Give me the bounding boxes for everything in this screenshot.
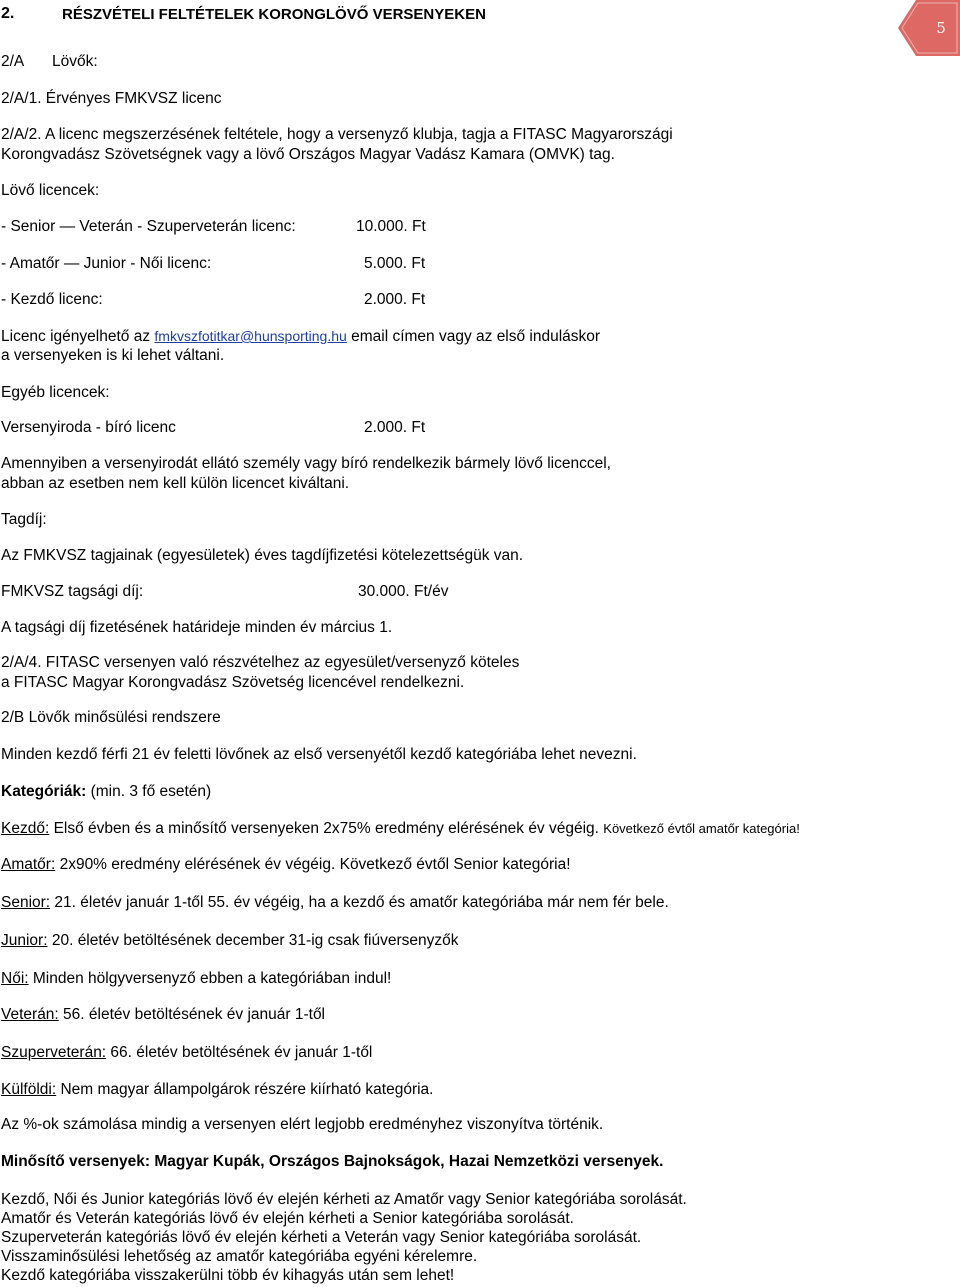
subsection-a — [1, 52, 98, 72]
categories-heading — [1, 782, 211, 802]
licence-row-price: 10.000. Ft — [356, 218, 426, 235]
category-term: Veterán: — [1, 1006, 59, 1023]
category-row — [1, 969, 391, 989]
subsection-b-title: 2/B Lövők minősülési rendszere — [1, 709, 221, 726]
fee-label: FMKVSZ tagsági díj: — [1, 583, 144, 600]
category-term: Amatőr: — [1, 856, 56, 873]
category-text: 21. életév január 1-től 55. év végéig, ha a kezdő és amatőr kategóriába már nem fér bele. — [50, 894, 669, 911]
office-licence-price: 2.000. Ft — [364, 419, 426, 436]
fee-deadline: A tagsági díj fizetésének határideje minden év március 1. — [1, 619, 393, 636]
rule-a4-line1: 2/A/4. FITASC versenyen való részvételhez az egyesület/versenyző köteles — [1, 654, 520, 671]
final-line: Amatőr és Veterán kategóriás lövő év elején kérheti a Senior kategóriába sorolását. — [1, 1210, 574, 1227]
subsection-a-title: Lövők: — [52, 53, 98, 70]
rule-a2-line1: 2/A/2. A licenc megszerzésének feltétele, hogy a versenyző klubja, tagja a FITASC Magyarországi — [1, 126, 673, 143]
licence-row-price: 5.000. Ft — [364, 255, 426, 272]
categories-rest: (min. 3 fő esetén) — [86, 783, 212, 800]
licence-request-suffix: email címen vagy az első induláskor — [346, 328, 601, 345]
section-number: 2. — [1, 5, 15, 22]
category-term: Szuperveterán: — [1, 1044, 107, 1061]
category-text: 56. életév betöltésének év január 1-től — [58, 1006, 326, 1023]
category-text: Nem magyar állampolgárok részére kiírható kategória. — [56, 1081, 434, 1098]
licence-request-prefix: Licenc igényelhető az — [1, 328, 155, 345]
category-row — [1, 1080, 433, 1100]
category-row — [1, 931, 459, 951]
final-line: Szuperveterán kategóriás lövő év elején kérheti a Veterán vagy Senior kategóriába sorolását. — [1, 1229, 642, 1246]
category-term: Női: — [1, 970, 29, 987]
category-small-note: Következő évtől amatőr kategória! — [603, 821, 800, 836]
rule-a1: 2/A/1. Érvényes FMKVSZ licenc — [1, 90, 222, 107]
email-link[interactable]: fmkvszfotitkar@hunsporting.hu — [154, 328, 347, 344]
final-line: Kezdő, Női és Junior kategóriás lövő év elején kérheti az Amatőr vagy Senior kategóriába sorolását. — [1, 1191, 687, 1208]
other-licences-heading: Egyéb licencek: — [1, 384, 110, 401]
office-licence-label: Versenyiroda - bíró licenc — [1, 419, 176, 436]
rule-a4-line2: a FITASC Magyar Korongvadász Szövetség licencével rendelkezni. — [1, 674, 465, 691]
category-text: Minden hölgyversenyző ebben a kategóriában indul! — [28, 970, 392, 987]
fee-price: 30.000. Ft/év — [358, 583, 449, 600]
subsection-a-label: 2/A — [1, 53, 24, 70]
category-row — [1, 893, 669, 913]
licence-row-label: - Senior — Veterán - Szuperveterán licenc: — [1, 218, 296, 235]
category-term: Junior: — [1, 932, 48, 949]
office-note-line1: Amennyiben a versenyirodát ellátó személy vagy bíró rendelkezik bármely lövő licenccel, — [1, 455, 611, 472]
office-note-line2: abban az esetben nem kell külön licencet kiváltani. — [1, 475, 350, 492]
section-title: RÉSZVÉTELI FELTÉTELEK KORONGLÖVŐ VERSENYEKEN — [62, 6, 486, 23]
category-text: 2x90% eredmény elérésének év végéig. Következő évtől Senior kategória! — [55, 856, 571, 873]
category-row — [1, 855, 571, 875]
page-number-badge — [898, 0, 960, 56]
page-number: 5 — [936, 19, 946, 37]
b-intro: Minden kezdő férfi 21 év feletti lövőnek az első versenyétől kezdő kategóriába lehet nevezni. — [1, 746, 637, 763]
qualifying-competitions: Minősítő versenyek: Magyar Kupák, Országos Bajnokságok, Hazai Nemzetközi versenyek. — [1, 1153, 664, 1170]
licence-request-line2: a versenyeken is ki lehet váltani. — [1, 347, 225, 364]
licence-row-price: 2.000. Ft — [364, 291, 426, 308]
fee-heading: Tagdíj: — [1, 511, 47, 528]
category-text: 66. életév betöltésének év január 1-től — [106, 1044, 373, 1061]
category-row — [1, 1005, 325, 1025]
licence-request-line1 — [1, 326, 600, 347]
rule-a2-line2: Korongvadász Szövetségnek vagy a lövő Országos Magyar Vadász Kamara (OMVK) tag. — [1, 146, 615, 163]
final-line: Kezdő kategóriába visszakerülni több év kihagyás után sem lehet! — [1, 1267, 455, 1284]
category-term: Senior: — [1, 894, 51, 911]
fee-text: Az FMKVSZ tagjainak (egyesületek) éves tagdíjfizetési kötelezettségük van. — [1, 547, 524, 564]
categories-bold: Kategóriák: — [1, 783, 87, 800]
category-term: Kezdő: — [1, 820, 50, 837]
percent-note: Az %-ok számolása mindig a versenyen elért legjobb eredményhez viszonyítva történik. — [1, 1116, 604, 1133]
category-text: Első évben és a minősítő versenyeken 2x75% eredmény elérésének év végéig. — [49, 820, 604, 837]
final-line: Visszaminősülési lehetőség az amatőr kategóriába egyéni kérelemre. — [1, 1248, 478, 1265]
category-row — [1, 1043, 372, 1063]
licences-heading: Lövő licencek: — [1, 182, 100, 199]
category-text: 20. életév betöltésének december 31-ig csak fiúversenyzők — [47, 932, 459, 949]
licence-row-label: - Kezdő licenc: — [1, 291, 103, 308]
licence-row-label: - Amatőr — Junior - Női licenc: — [1, 255, 212, 272]
category-term: Külföldi: — [1, 1081, 57, 1098]
category-row — [1, 819, 800, 839]
